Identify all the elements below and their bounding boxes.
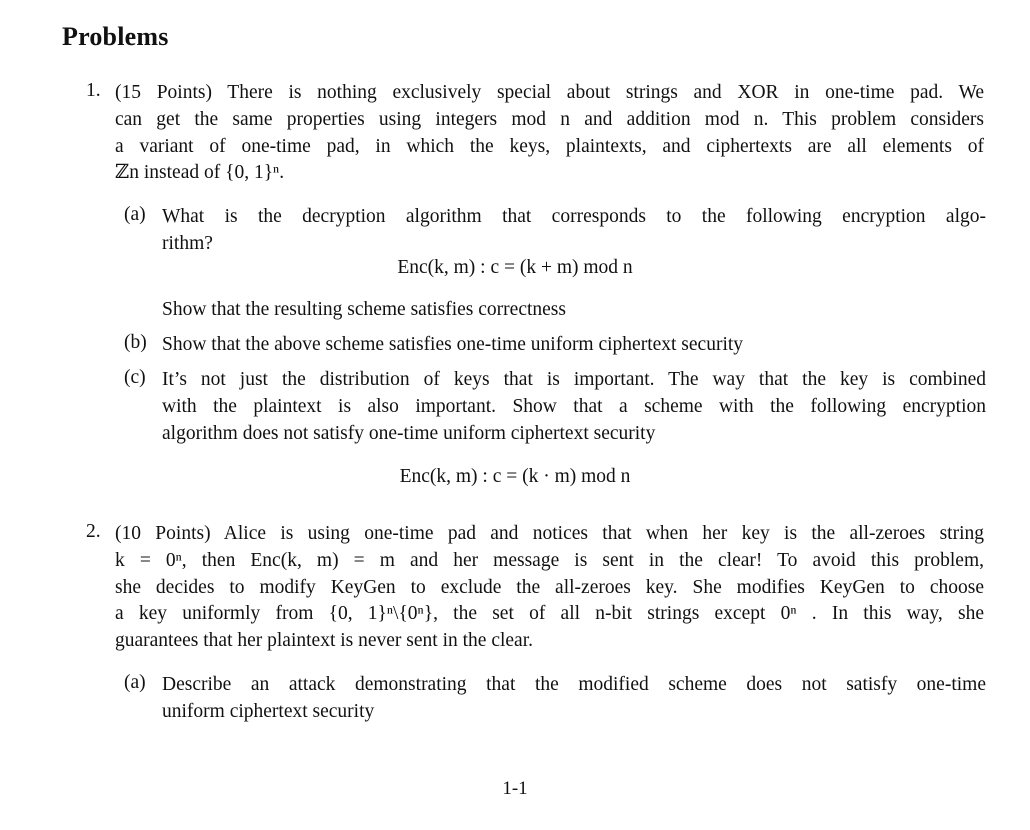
problem-2-line-3: she decides to modify KeyGen to exclude the all-zeroes key. She modifies KeyGen to choose [115,576,984,598]
p2-part-a-label: (a) [124,672,146,693]
section-heading: Problems [62,22,169,51]
p2-part-a-line-1: Describe an attack demonstrating that the modified scheme does not satisfy one-time [162,674,986,695]
problem-1-line-1: (15 Points) There is nothing exclusively special about strings and XOR in one-time pad. We [115,82,984,103]
problem-2-line-5: guarantees that her plaintext is never sent in the clear. [115,630,534,652]
problem-2-line-1: (10 Points) Alice is using one-time pad and notices that when her key is the all-zeroes string [115,523,984,544]
p2-part-a-text [162,672,986,726]
part-c-line-3: algorithm does not satisfy one-time uniform ciphertext security [162,422,656,444]
part-a-label: (a) [124,204,146,225]
problem-2-line-2: k = 0ⁿ, then Enc(k, m) = m and her message is sent in the clear! To avoid this problem, [115,549,984,571]
problem-2-text [115,521,984,655]
part-c-text [162,367,986,447]
part-b-text [162,332,986,359]
part-a-line-2: rithm? [162,232,213,254]
problem-1-number: 1. [86,80,101,101]
p2-part-a-line-2: uniform ciphertext security [162,700,375,722]
part-a-text-cont [162,297,986,324]
part-a-line-1: What is the decryption algorithm that corresponds to the following encryption algo- [162,206,986,227]
page-number: 1-1 [502,778,528,799]
problem-1-line-4: ℤn instead of {0, 1}ⁿ. [115,162,285,184]
part-a-text [162,204,986,258]
problem-1-text [115,80,984,187]
part-b-label: (b) [124,332,147,353]
part-b-line-1: Show that the above scheme satisfies one-time uniform ciphertext security [162,334,744,355]
part-c-label: (c) [124,367,146,388]
problem-2-number: 2. [86,521,101,542]
problem-2-line-4: a key uniformly from {0, 1}ⁿ\{0ⁿ}, the set of all n-bit strings except 0ⁿ . In this way, she [115,603,984,625]
problem-1-line-2: can get the same properties using integers mod n and addition mod n. This problem considers [115,108,984,130]
equation-addition: Enc(k, m) : c = (k + m) mod n [397,257,633,278]
equation-multiplication: Enc(k, m) : c = (k · m) mod n [399,466,631,487]
part-c-line-1: It’s not just the distribution of keys that is important. The way that the key is combined [162,369,986,390]
part-c-line-2: with the plaintext is also important. Show that a scheme with the following encryption [162,395,986,417]
part-a-line-3: Show that the resulting scheme satisfies correctness [162,299,566,320]
problem-1-line-3: a variant of one-time pad, in which the keys, plaintexts, and ciphertexts are all elements of [115,135,984,157]
